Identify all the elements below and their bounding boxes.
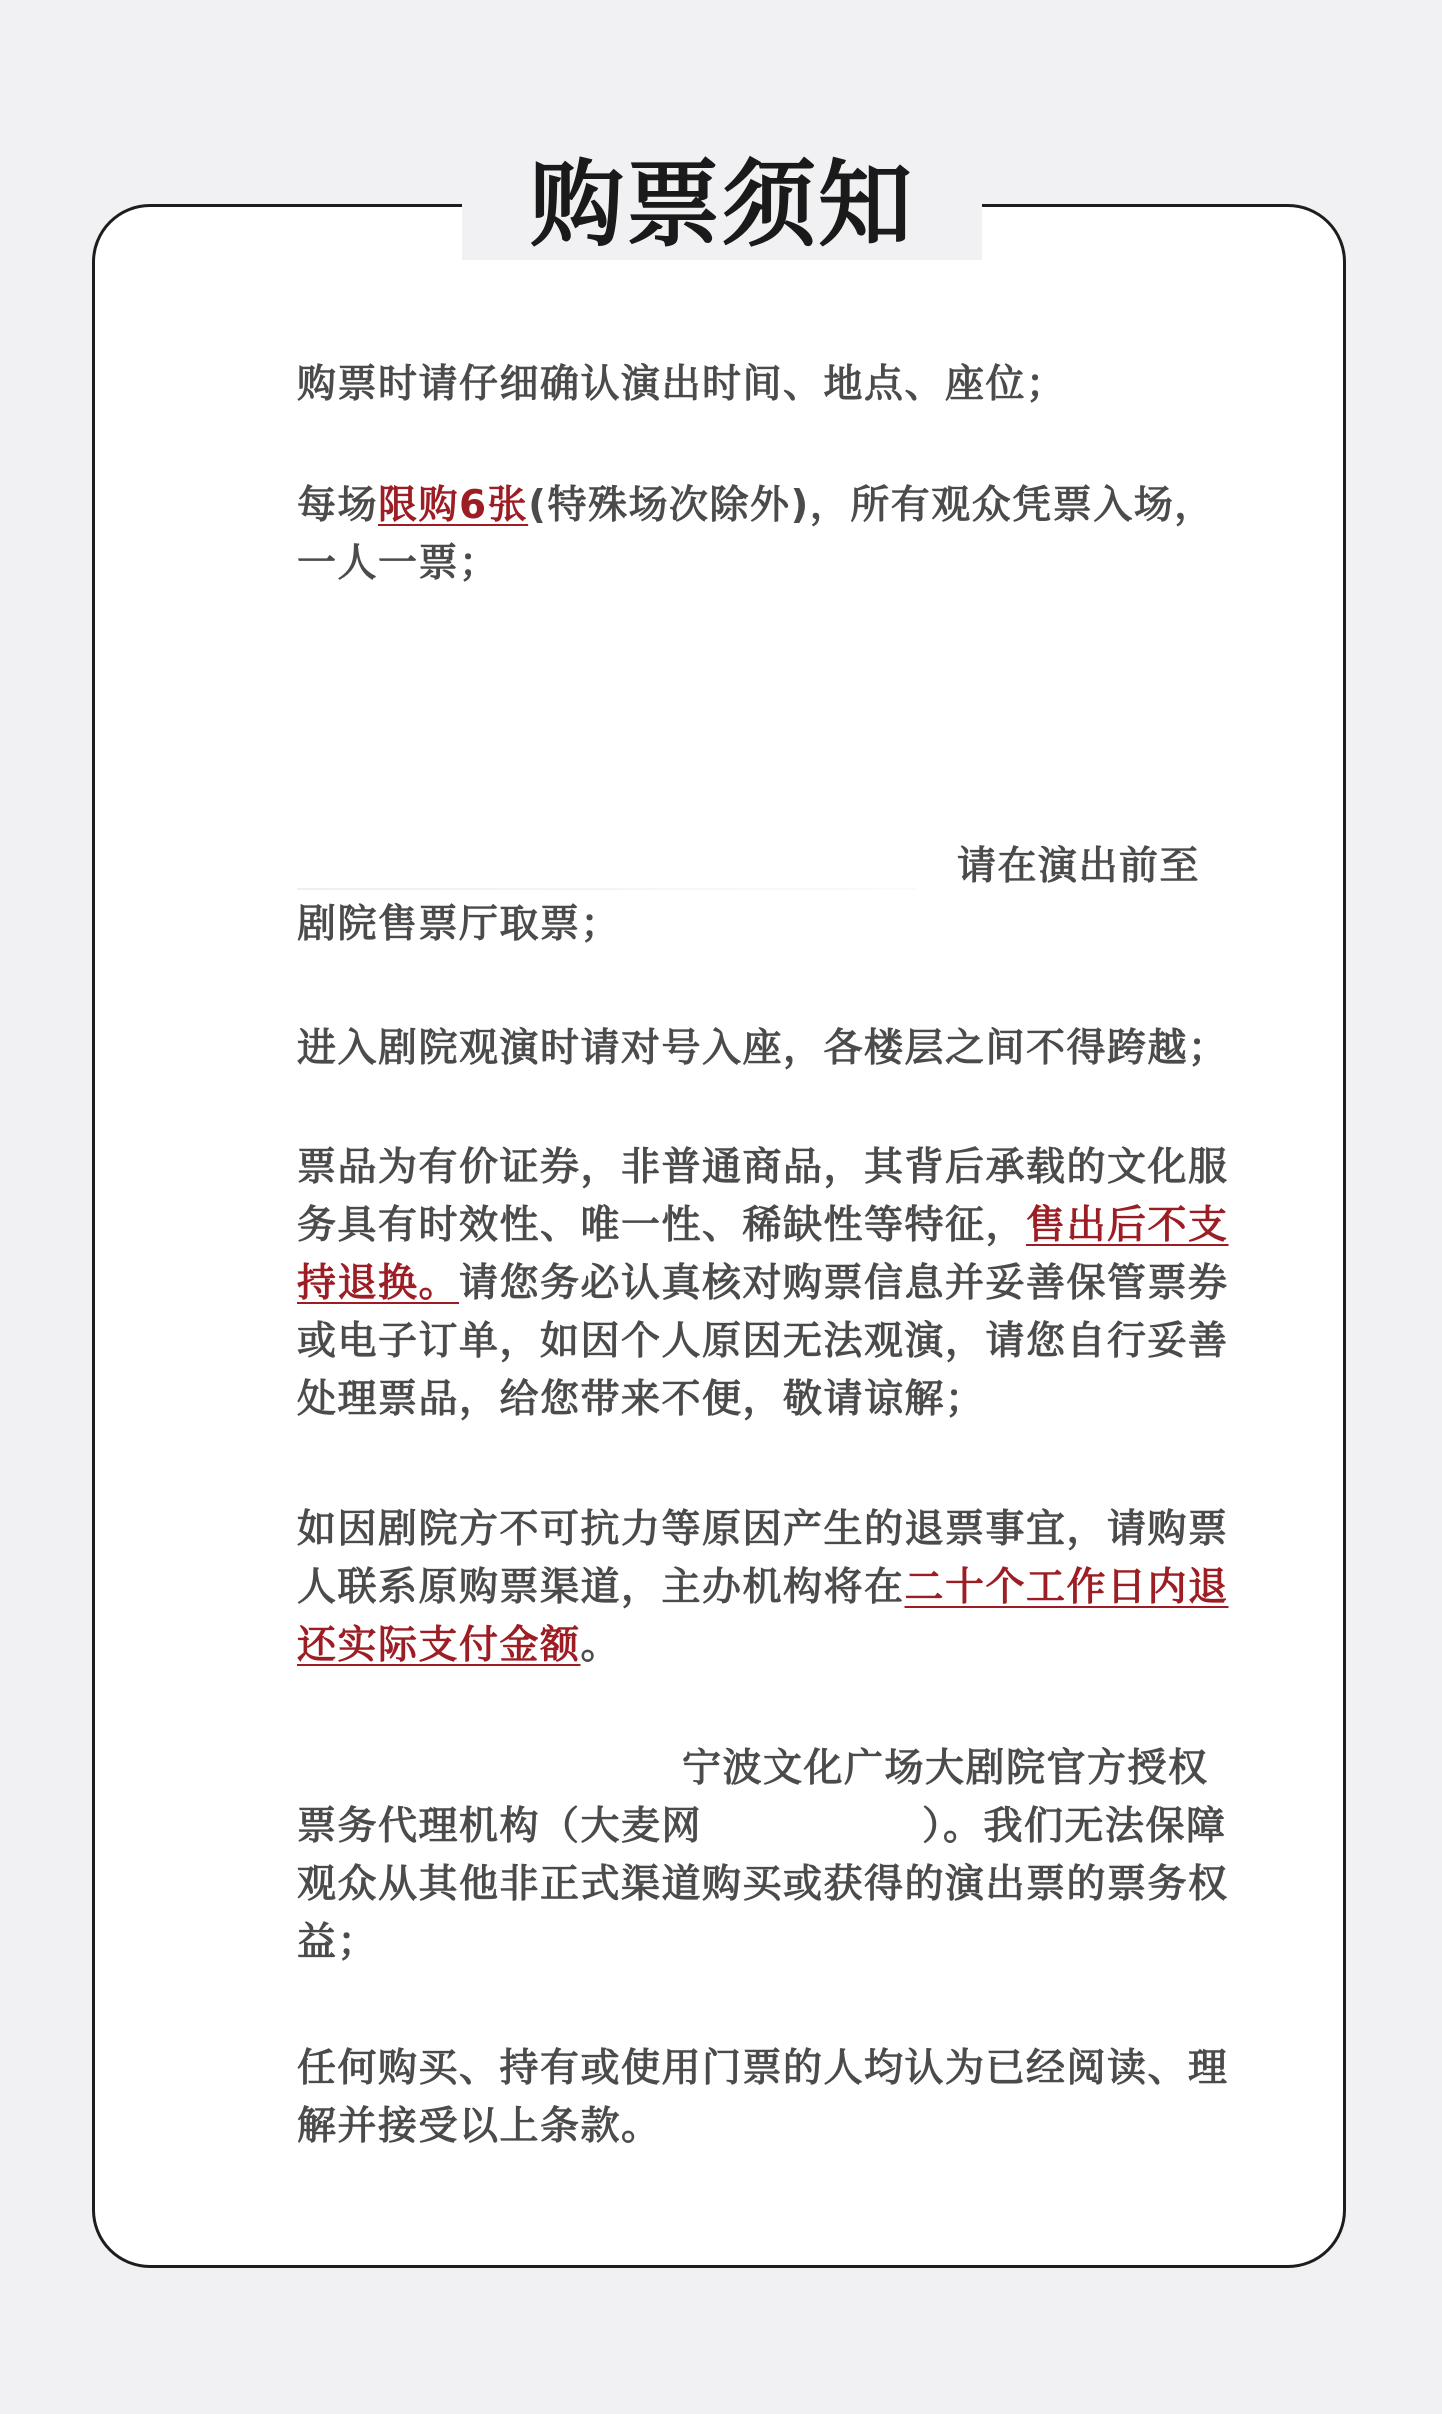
highlight-purchase-limit: 限购6张 (378, 483, 529, 528)
notice-text: ）。我们无法保障观众从其他非正式渠道购买或获得的演出票的票务权益； (297, 1804, 1229, 1965)
notice-text: (特殊场次除外)，所有观众凭票入场，一人一票； (297, 483, 1215, 586)
notice-item-seating (297, 1020, 1237, 1078)
notice-text: 票品为有价证券，非普通商品，其背后承载的文化服务具有时效性、唯一性、稀缺性等特征， (297, 1145, 1229, 1248)
notice-item-purchase-limit (297, 477, 1237, 593)
notice-item-refund-policy (297, 1501, 1237, 1675)
notice-item-ticket-pickup (297, 838, 1237, 954)
notice-text: 请在演出前至 (957, 844, 1201, 889)
notice-text: 进入剧院观演时请对号入座，各楼层之间不得跨越； (297, 1026, 1229, 1071)
notice-item-official-agent (297, 1740, 1237, 1972)
notice-text: 剧院售票厅取票； (297, 902, 622, 947)
page-title: 购票须知 (529, 150, 914, 260)
notice-text: 票务代理机构（大麦网 (297, 1804, 703, 1849)
notice-item-confirm (297, 356, 1237, 414)
highlight-refund-period: 二十个工作日内退还实际支付金额 (297, 1565, 1229, 1668)
notice-text: 任何购买、持有或使用门票的人均认为已经阅读、理解并接受以上条款。 (297, 2046, 1229, 2149)
notice-text: 如因剧院方不可抗力等原因产生的退票事宜，请购票人联系原购票渠道，主办机构将在 (297, 1507, 1229, 1610)
notice-text: 宁波文化广场大剧院官方授权 (682, 1746, 1209, 1791)
notice-text: 购票时请仔细确认演出时间、地点、座位； (297, 362, 1067, 407)
notice-text: 。 (580, 1623, 622, 1668)
notice-text: 请您务必认真核对购票信息并妥善保管票券或电子订单，如因个人原因无法观演，请您自行妥善处理票品，给您带来不便，敬请谅解； (297, 1261, 1229, 1422)
notice-text: 每场 (297, 483, 379, 528)
notice-item-acceptance (297, 2040, 1237, 2156)
notice-item-no-refund (297, 1139, 1237, 1429)
highlight-no-exchange: 售出后不支持退换。 (297, 1203, 1229, 1306)
